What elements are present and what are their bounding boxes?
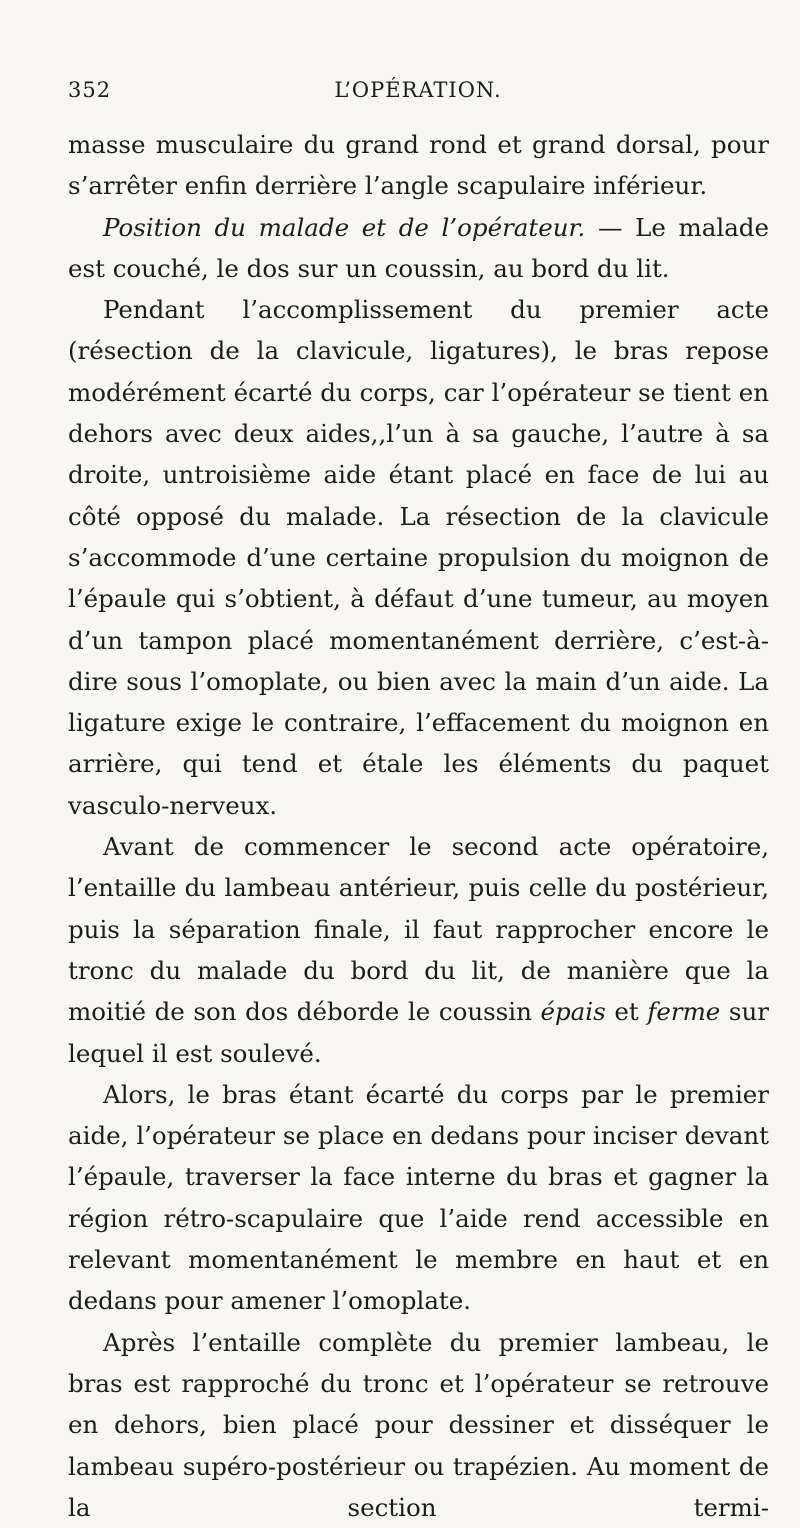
paragraph-6: Après l’entaille complète du premier lambeau, le bras est rapproché du tronc et l’opérateur se retrouve en dehors, bien placé pour dessiner et disséquer le lambeau supéro-postérieur ou trapézien. Au moment de la section termi- (68, 1327, 769, 1522)
emphasis-epais: épais (540, 997, 606, 1027)
paragraph-4 (68, 826, 769, 1074)
page-header (68, 78, 768, 112)
paragraph-4-text-c: sur lequel il est soulevé. (68, 997, 769, 1068)
paragraph-4-text-a: Avant de commencer le second acte opératoire, l’entaille du lambeau antérieur, puis celle du postérieur, puis la séparation finale, il faut rapprocher encore le tronc du malade du bord du lit, de manière que la moitié de son dos déborde le coussin (68, 832, 769, 1027)
paragraph-3: Pendant l’accomplissement du premier acte (résection de la clavicule, ligatures), le bras repose modérément écarté du corps, car l’opérateur se tient en dehors avec deux aides,,l’un à sa gauche, l’autre à sa droite, untroisième aide étant placé en face de lui au côté opposé du malade. La résection de la clavicule s’accommode d’une certaine propulsion du moignon de l’épaule qui s’obtient, à défaut d’une tumeur, au moyen d’un tampon placé momentanément derrière, c’est-à-dire sous l’omoplate, ou bien avec la main d’un aide. La ligature exige le contraire, l’effacement du moignon en arrière, qui tend et étale les éléments du paquet vasculo-nerveux. (68, 295, 769, 820)
paragraph-4-text-b: et (605, 997, 648, 1027)
running-title: L’OPÉRATION. (334, 78, 502, 102)
page-number: 352 (68, 78, 112, 102)
section-title-position: Position du malade et de l’opérateur. (103, 212, 586, 242)
emphasis-ferme: ferme (647, 997, 721, 1027)
paragraph-2 (68, 207, 769, 290)
body-text (68, 124, 769, 1528)
paragraph-5: Alors, le bras étant écarté du corps par le premier aide, l’opérateur se place en dedans pour inciser devant l’épaule, traverser la face interne du bras et gagner la région rétro-scapulaire que l’aide rend accessible en relevant momentanément le membre en haut et en dedans pour amener l’omoplate. (68, 1079, 769, 1316)
paragraph-2-text: — Le malade est couché, le dos sur un coussin, au bord du lit. (68, 212, 769, 283)
paragraph-1: masse musculaire du grand rond et grand dorsal, pour s’arrêter enfin derrière l’angle scapulaire inférieur. (68, 130, 769, 201)
